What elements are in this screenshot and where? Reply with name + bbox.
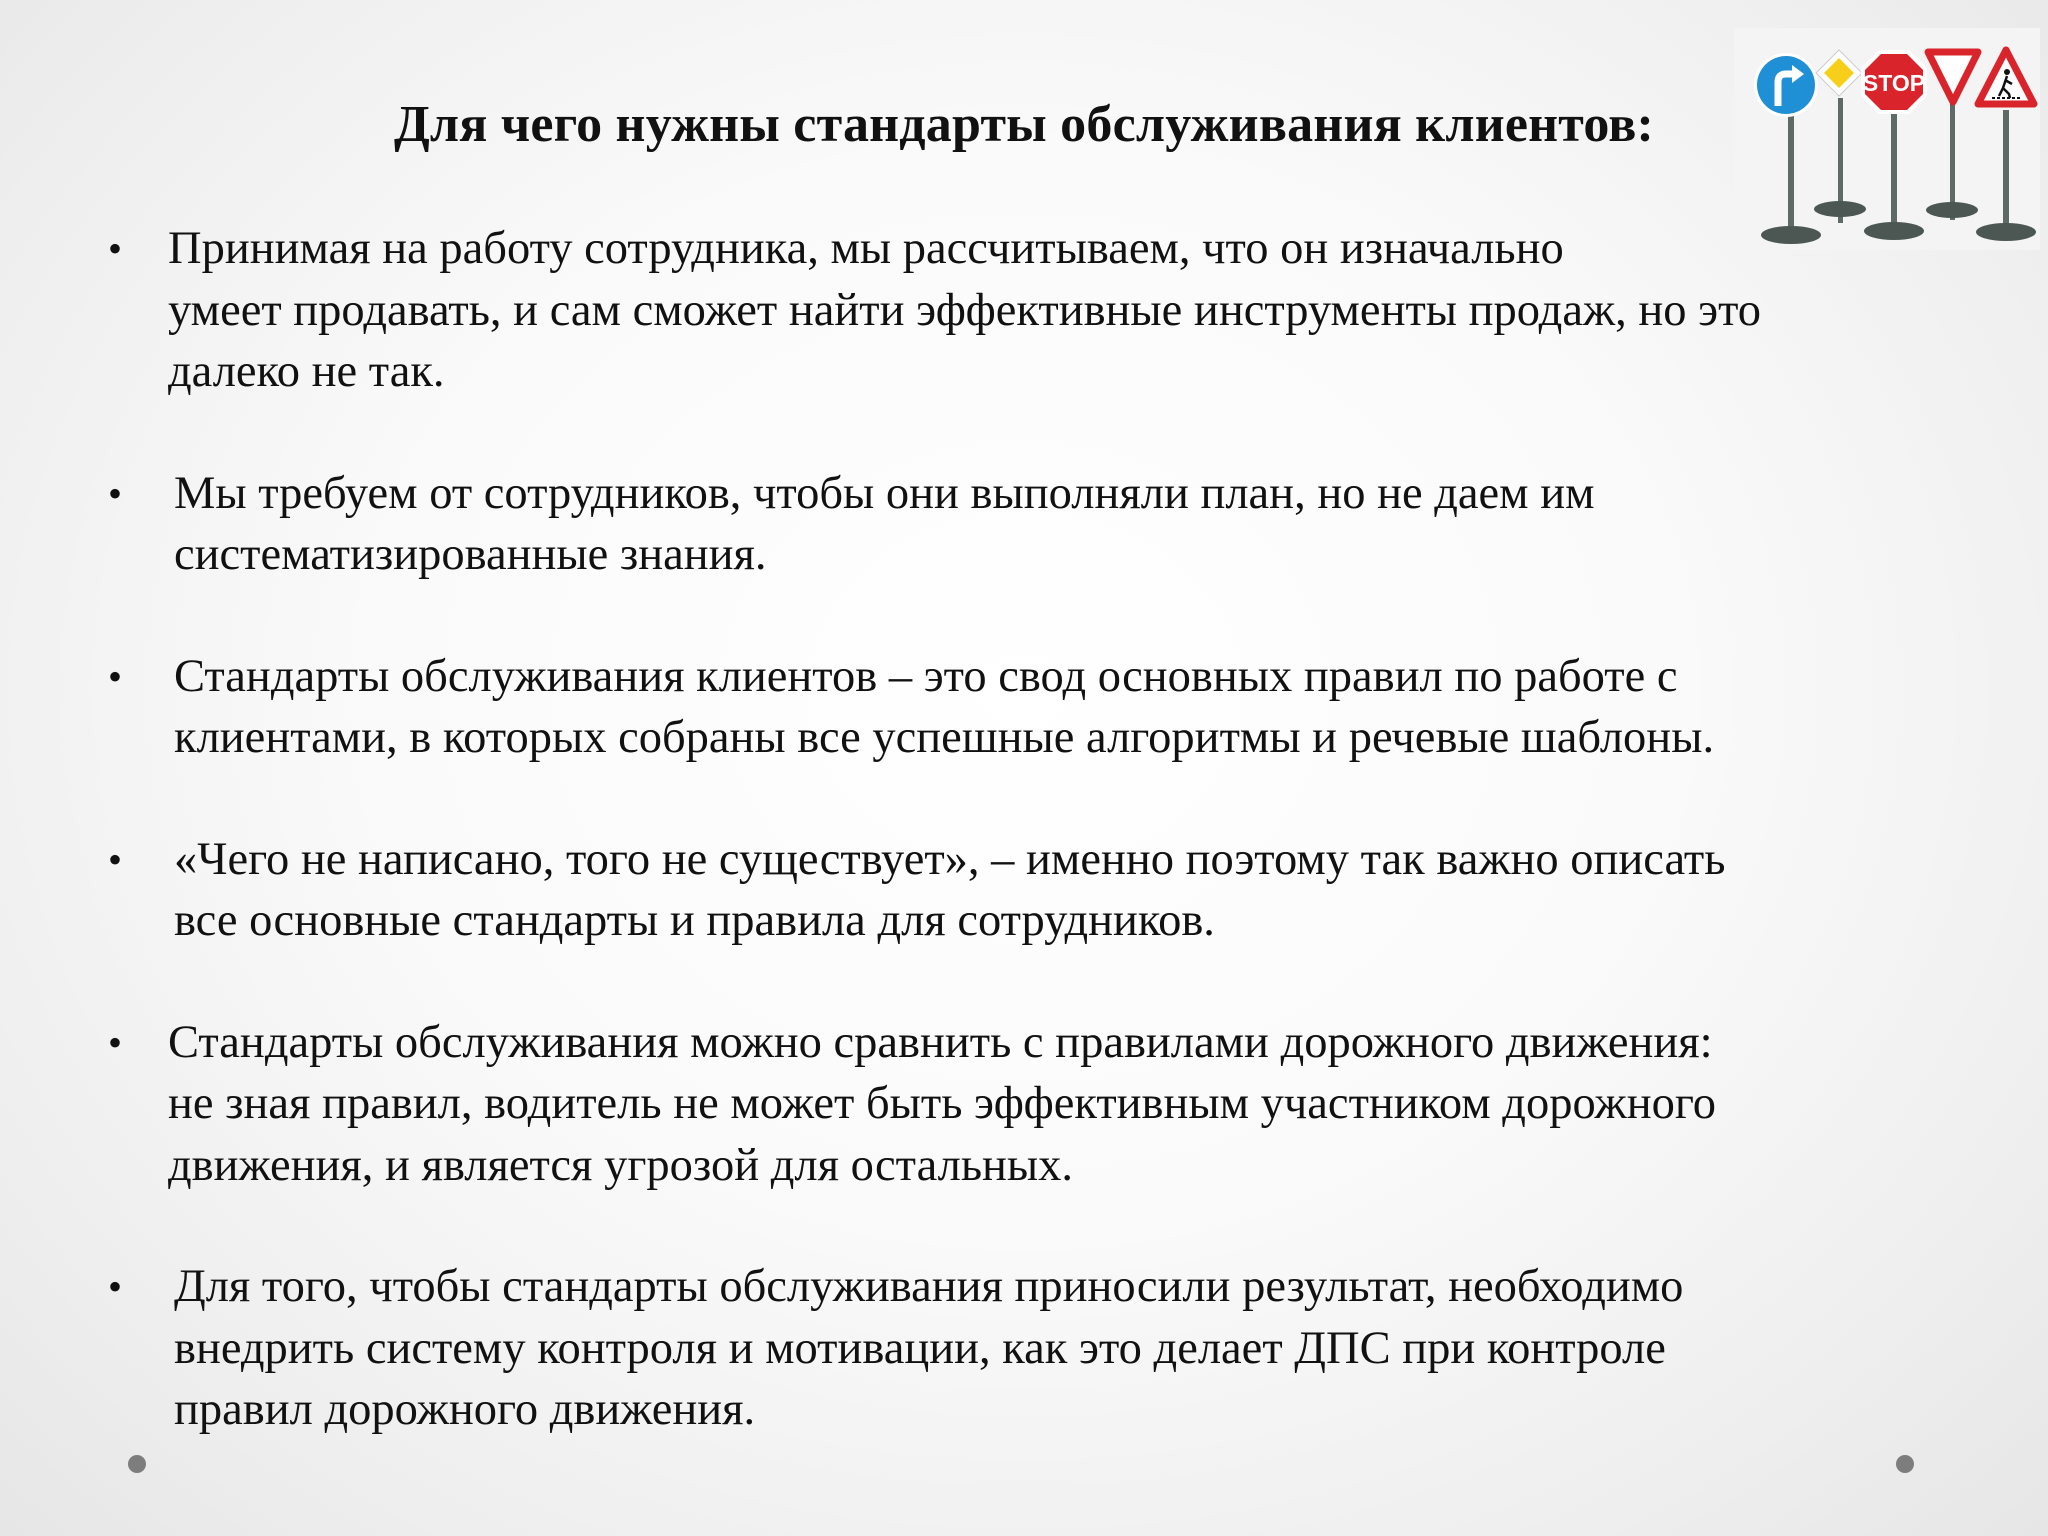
- bullet-marker: •: [108, 1019, 123, 1065]
- bullet-list: [108, 218, 1988, 1501]
- corner-dot-right: [1896, 1455, 1914, 1473]
- list-item: [108, 1256, 1988, 1441]
- bullet-text: Для того, чтобы стандарты обслуживания приносили результат, необходимо внедрить систему контроля и мотивации, как это делает ДПС при контроле правил дорожного движения.: [174, 1261, 1684, 1435]
- bullet-marker: •: [108, 836, 123, 882]
- bullet-text: Стандарты обслуживания клиентов – это свод основных правил по работе с клиентами, в которых собраны все успешные алгоритмы и речевые шаблоны.: [174, 650, 1715, 763]
- corner-dot-left: [128, 1455, 146, 1473]
- bullet-marker: •: [108, 1264, 123, 1309]
- stop-sign-icon: [1861, 50, 1927, 114]
- list-item: [108, 463, 1988, 586]
- bullet-text: «Чего не написано, того не существует», – именно поэтому так важно описать все основные стандарты и правила для сотрудников.: [174, 833, 1726, 946]
- turn-right-sign-icon: [1754, 53, 1818, 117]
- list-item: [108, 218, 1988, 403]
- bullet-text: Мы требуем от сотрудников, чтобы они выполняли план, но не даем им систематизированные знания.: [174, 467, 1595, 580]
- slide-title: Для чего нужны стандарты обслуживания клиентов:: [393, 96, 1655, 153]
- list-item: [108, 829, 1988, 952]
- bullet-marker: •: [108, 470, 123, 516]
- list-item: [108, 1012, 1988, 1197]
- bullet-marker: •: [108, 653, 123, 699]
- road-signs-image: [1734, 28, 2040, 250]
- list-item: [108, 646, 1988, 769]
- bullet-marker: •: [108, 226, 123, 271]
- bullet-text: Принимая на работу сотрудника, мы рассчитываем, что он изначально умеет продавать, и сам сможет найти эффективные инструменты продаж, но это далеко не так.: [168, 223, 1762, 397]
- stop-sign-text: STOP: [1862, 70, 1926, 96]
- bullet-text: Стандарты обслуживания можно сравнить с правилами дорожного движения: не зная правил, водитель не может быть эффективным участником дорожного движения, и является угрозой для остальных.: [168, 1016, 1716, 1191]
- road-signs-illustration: [1734, 28, 2040, 250]
